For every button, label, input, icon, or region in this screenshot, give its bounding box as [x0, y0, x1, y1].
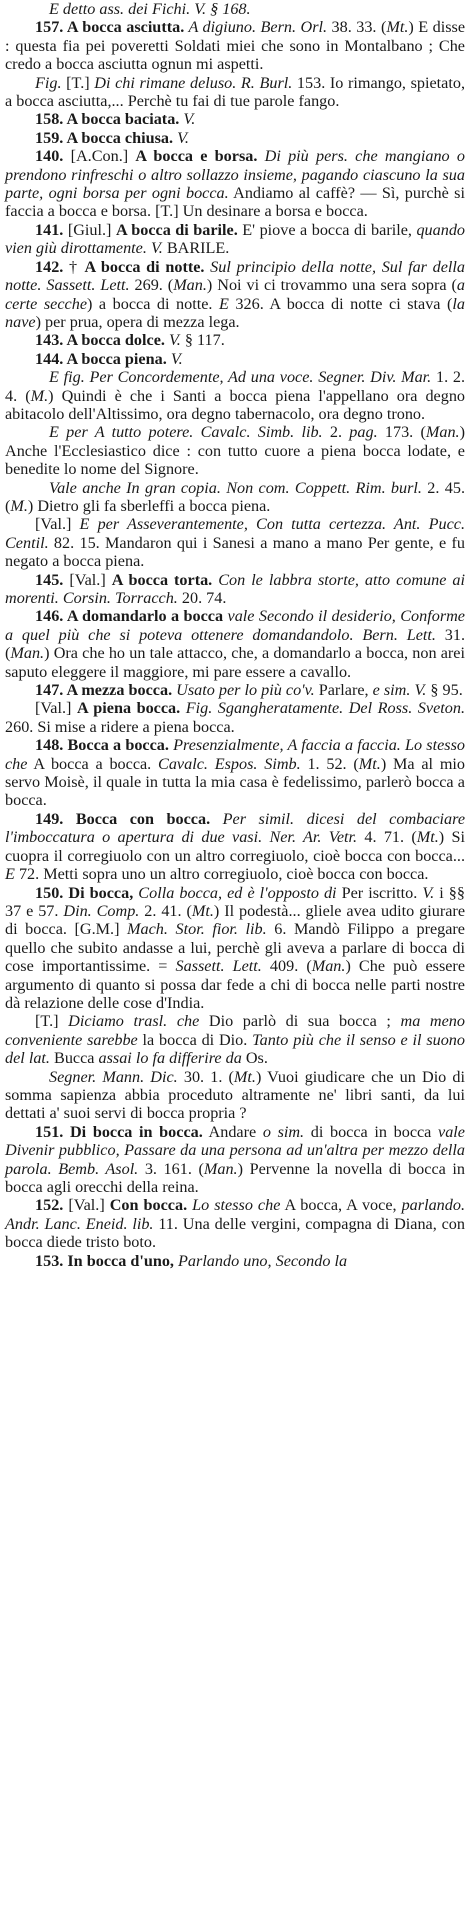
entry-text-run: 30. 1. (	[177, 1067, 234, 1086]
entry-text-run: Din. Comp.	[63, 901, 140, 920]
entry-text-run: 147.	[35, 681, 64, 700]
entry-text-run: 159.	[35, 128, 64, 147]
entry-text-run: E per Asseverantemente, Con tutta certezza. Ant. Pucc. Centil.	[5, 515, 465, 552]
entry-text-run: 173. (	[377, 423, 426, 442]
entry-text-run: V.	[422, 883, 435, 902]
entry-159	[5, 129, 465, 147]
entry-text-run: ) Vuoi giudicare che un Dio di somma sapienza abbia proceduto altramente ne' libri santi, da lui dettati a' suoi servi di bocca propria ?	[5, 1067, 466, 1123]
entry-text-run: 1. 52. (	[300, 754, 359, 773]
entry-text-run: Lo stesso che	[187, 1196, 281, 1215]
entry-text-run: [Val.]	[63, 1196, 110, 1215]
entry-147	[5, 681, 465, 699]
entry-text-run: ma meno conveniente sarebbe	[5, 1012, 465, 1049]
entry-152	[5, 1196, 465, 1251]
entry-text-run: Dio parlò di sua bocca ;	[199, 1012, 401, 1031]
entry-text-run: M.	[30, 386, 49, 405]
entry-text-run: Di bocca,	[63, 883, 134, 902]
entry-text-run: § 95.	[426, 681, 463, 700]
entry-text-run: ) Anche l'Ecclesiastico dice : con tutto cuore a piena bocca lodate, e benedite lo nome del Signore.	[5, 423, 465, 479]
entry-text-run: ) a bocca di notte.	[87, 294, 219, 313]
entry-text-run: A piena bocca.	[76, 699, 181, 718]
entry-text-run: 150.	[35, 883, 64, 902]
entry-143	[5, 331, 465, 349]
entry-text-run: Mt.	[386, 18, 409, 37]
entry-text-run: Man.	[425, 423, 460, 442]
entry-text-run: 4. 71. (	[357, 828, 417, 847]
entry-text-run: assai lo fa differire da	[98, 1049, 242, 1068]
entry-text-run: A bocca e borsa.	[135, 147, 258, 166]
entry-text-run: 326. A bocca di notte ci stava (	[228, 294, 453, 313]
entry-text-run: 145.	[35, 570, 64, 589]
entry-text-run: Parlare,	[314, 681, 373, 700]
entry-149	[5, 810, 465, 884]
entry-text-run: Mt.	[416, 828, 439, 847]
entry-text-run: 151.	[35, 1122, 64, 1141]
entry-text-run: [A.Con.]	[63, 147, 136, 166]
entry-text-run: Sassett. Lett.	[175, 957, 262, 976]
entry-158	[5, 110, 465, 128]
entry-text-run: A bocca asciutta.	[63, 18, 185, 37]
entry-168-ref	[5, 0, 465, 18]
entry-text-run: 72. Metti sopra uno un altro corregiuolo, cioè bocca con bocca.	[14, 865, 429, 884]
entry-text-run: Sul principio della notte, Sul far della notte. Sassett. Lett.	[5, 257, 466, 295]
entry-text-run: 158.	[35, 110, 64, 129]
entry-text-run: 142.	[35, 257, 64, 276]
entry-142	[5, 258, 465, 332]
entry-150-trasl	[5, 1012, 465, 1067]
entry-text-run: 2.	[322, 423, 350, 442]
entry-text-run: e sim. V.	[372, 681, 427, 700]
entry-text-run: Man.	[173, 276, 207, 295]
entry-text-run: ) Quindi è che i Santi a bocca piena l'appellano ora degno abitacolo dell'Altissimo, ora degno tabernacolo, ora degno trono.	[5, 386, 466, 423]
entry-150	[5, 884, 465, 1013]
entry-text-run: quando vien giù dirottamente. V.	[5, 220, 466, 258]
entry-text-run: a certe secche	[5, 276, 465, 313]
entry-text-run: Con le labbra storte, atto comune ai morenti. Corsin. Torracch.	[5, 570, 465, 607]
entry-text-run: Man.	[311, 957, 346, 976]
entry-text-run: 152.	[35, 1196, 64, 1215]
entry-text-run: o sim.	[262, 1122, 305, 1141]
entry-text-run: Andare	[202, 1122, 263, 1141]
entry-text-run: Mt.	[191, 901, 214, 920]
entry-text-run: A bocca, A voce,	[280, 1196, 402, 1215]
entry-text-run: i §§ 37 e 57.	[5, 883, 465, 920]
entry-148	[5, 736, 465, 810]
entry-144-potere	[5, 423, 465, 478]
entry-text-run: ) Ora che ho un tale attacco, che, a domandarlo a bocca, non arei saputo eleggere il maggiore, mi pare essere a cavallo.	[5, 644, 465, 681]
entry-text-run: 38. 33. (	[327, 18, 387, 37]
entry-text-run: 20. 74.	[177, 589, 227, 607]
entry-157-fig	[5, 74, 465, 111]
entry-text-run: la bocca di Dio.	[137, 1030, 253, 1049]
entry-text-run: ) E disse : questa fia pei poveretti Soldati miei che sono in Montalbano ; Che credo a bocca asciutta ognun mi aspetti.	[5, 18, 466, 74]
entry-text-run: ) Pervenne la novella di bocca in bocca agli orecchi della reina.	[5, 1159, 466, 1196]
entry-text-run: [Val.]	[35, 515, 80, 534]
entry-text-run: Parlando uno, Secondo la	[173, 1251, 348, 1270]
entry-text-run: ) Che può essere argumento di quanto si possa dar fede a chi di bocca nelle parti nostre dà relazione delle cose d'India.	[5, 957, 465, 1012]
entry-text-run: Colla bocca, ed è l'opposto di	[133, 883, 337, 902]
entry-text-run: ) Noi vi ci trovammo una sera sopra (	[206, 276, 457, 295]
entry-text-run: V.	[166, 349, 183, 368]
entry-text-run: 6. Mandò Filippo a pregare quello che subito andasse a lui, perchè gli aveva a parlare di bocca di cose importantissime. =	[5, 920, 465, 976]
entry-text-run: E	[219, 294, 229, 313]
entry-text-run: E	[5, 865, 15, 884]
entry-157	[5, 18, 465, 73]
entry-text-run: Fig.	[35, 73, 62, 92]
entry-text-run: Man.	[203, 1159, 238, 1178]
entry-text-run: E per A tutto potere. Cavalc. Simb. lib.	[49, 423, 323, 442]
entry-text-run: Per simil. dicesi del combaciare l'imboccatura o apertura di due vasi. Ner. Ar. Vetr.	[5, 809, 465, 847]
entry-147-val	[5, 699, 465, 736]
entry-text-run: 3. 161. (	[138, 1159, 204, 1178]
entry-text-run: Andiamo al caffè? — Sì, purchè si faccia a bocca e borsa. [T.] Un desinare a borsa e bocca.	[5, 184, 465, 221]
entry-text-run: 148.	[35, 736, 64, 755]
entry-text-run: 1. 2. 4. (	[5, 368, 466, 405]
entry-text-run: [Val.]	[63, 570, 112, 589]
entry-145	[5, 571, 465, 608]
entry-text-run: 2. 45. (	[5, 478, 465, 515]
entry-text-run: Cavalc. Espos. Simb.	[158, 754, 301, 773]
entry-text-run: 153. Io rimango, spietato, a bocca asciutta,... Perchè tu fai di tue parole fango.	[5, 73, 466, 111]
entry-150-segner	[5, 1068, 465, 1123]
entry-text-run: A bocca di notte.	[84, 257, 205, 276]
entry-144-val	[5, 515, 465, 570]
entry-text-run: Mach. Stor. fior. lib.	[127, 920, 267, 939]
entry-text-run: Per iscritto.	[336, 883, 423, 902]
entry-144-copia	[5, 479, 465, 516]
entry-text-run: Mt.	[233, 1067, 256, 1086]
entry-text-run: vale Secondo il desiderio, Conforme a quel più che si poteva ottenere domandandolo. Bern. Lett.	[5, 607, 465, 644]
entry-text-run: vale Divenir pubblico, Passare da una persona ad un'altra per mezzo della parola. Bemb. Asol.	[5, 1122, 465, 1178]
entry-text-run: 82. 15. Mandaron qui i Sanesi a mano a mano Per gente, e fu negato a bocca piena.	[5, 533, 465, 571]
entry-text-run: A bocca dolce.	[63, 331, 165, 350]
entry-text-run: ) Ma al mio servo Moisè, il quale in tutta la mia casa è fedelissimo, parlerò bocca a bocca.	[5, 754, 466, 810]
entry-text-run: Os.	[241, 1049, 268, 1068]
entry-text-run: [Giul.]	[63, 220, 116, 239]
entry-text-run: Bocca a bocca.	[63, 736, 169, 755]
entry-text-run: Di bocca in bocca.	[63, 1122, 203, 1141]
entry-text-run: [Val.]	[35, 699, 77, 718]
entry-text-run: Bucca	[49, 1049, 99, 1068]
entry-text-run: 141.	[35, 220, 64, 239]
entry-text-run: ) per prua, opera di mezza lega.	[35, 312, 240, 331]
entry-text-run: 260. Si mise a ridere a piena bocca.	[5, 717, 235, 736]
entry-text-run: Bocca con bocca.	[63, 809, 211, 828]
entry-text-run: ) Il podestà... gliele avea udito giurare di bocca. [G.M.]	[5, 901, 465, 939]
entry-text-run: 153.	[35, 1251, 64, 1270]
entry-141	[5, 221, 465, 258]
entry-text-run: Usato per lo più co'v.	[172, 681, 315, 700]
entry-151	[5, 1123, 465, 1197]
entry-text-run: 269. (	[129, 276, 174, 295]
entry-text-run: [T.]	[61, 73, 95, 92]
entry-text-run: parlando. Andr. Lanc. Eneid. lib.	[5, 1196, 465, 1233]
entry-text-run: di bocca in bocca	[304, 1122, 439, 1141]
entry-text-run: Segner. Mann. Dic.	[49, 1067, 178, 1086]
entry-text-run: 2. 41. (	[139, 901, 192, 920]
entry-text-run: 157.	[35, 18, 64, 37]
entry-text-run: A mezza bocca.	[63, 681, 173, 700]
entry-text-run: A bocca piena.	[63, 349, 167, 368]
entry-text-run: A bocca di barile.	[115, 220, 238, 239]
entry-text-run: 143.	[35, 331, 64, 350]
entry-text-run: A bocca baciata.	[63, 110, 180, 129]
entry-text-run: Fig. Sgangheratamente. Del Ross. Sveton.	[180, 699, 465, 718]
entry-text-run: pag.	[349, 423, 378, 442]
entry-text-run: ) Si cuopra il corregiuolo con un altro corregiuolo, cioè bocca con bocca...	[5, 828, 465, 865]
entry-text-run: Man.	[10, 644, 45, 663]
entry-text-run: V.	[179, 110, 196, 129]
entry-text-run: A digiuno. Bern. Orl.	[184, 18, 328, 37]
entry-text-run: V.	[173, 128, 189, 147]
entry-text-run: E detto ass. dei Fichi. V. § 168.	[49, 0, 251, 18]
entry-text-run: A bocca chiusa.	[63, 128, 174, 147]
entry-text-run: 409. (	[261, 957, 312, 976]
entry-144	[5, 350, 465, 368]
entry-text-run: 11. Una delle vergini, compagna di Diana, con bocca diede tristo boto.	[5, 1214, 465, 1252]
entry-text-run: [T.]	[35, 1012, 69, 1031]
entry-text-run: 144.	[35, 349, 64, 368]
entry-text-run: †	[63, 257, 85, 276]
entry-text-run: Di più pers. che mangiano o prendono rinfreschi o altro sollazzo insieme, pagando ciascuno la sua parte, ogni borsa per ogni bocca.	[5, 147, 465, 203]
entry-text-run: Con bocca.	[109, 1196, 188, 1215]
entry-text-run: A bocca torta.	[111, 570, 213, 589]
entry-text-run: ) Dietro gli fa sberleffi a bocca piena.	[27, 496, 271, 515]
entry-text-run: E' piove a bocca di barile,	[237, 220, 417, 239]
entry-140	[5, 147, 465, 221]
entry-146	[5, 607, 465, 681]
entry-text-run: 31. (	[5, 625, 466, 663]
entry-text-run: 149.	[35, 809, 64, 828]
entry-text-run: Mt.	[358, 754, 381, 773]
entry-text-run: A domandarlo a bocca	[63, 607, 224, 626]
entry-text-run: § 117.	[180, 331, 225, 350]
entry-text-run: Di chi rimane deluso. R. Burl.	[94, 73, 293, 92]
entry-text-run: 140.	[35, 147, 64, 166]
entry-text-run: Tanto più che il senso e il suono del lat.	[5, 1030, 465, 1068]
entry-text-run: In bocca d'uno,	[63, 1251, 174, 1270]
entry-text-run: BARILE.	[162, 239, 230, 258]
entry-text-run: M.	[10, 496, 28, 515]
entry-text-run: Vale anche In gran copia. Non com. Coppett. Rim. burl.	[49, 478, 422, 497]
entry-text-run: 146.	[35, 607, 64, 626]
entry-text-run: Presenzialmente, A faccia a faccia. Lo stesso che	[5, 736, 465, 773]
entry-text-run: Diciamo trasl. che	[68, 1012, 200, 1031]
entry-text-run: E fig. Per Concordemente, Ad una voce. Segner. Div. Mar.	[49, 368, 432, 387]
entry-text-run: A bocca a bocca.	[27, 754, 159, 773]
entry-144-fig	[5, 368, 465, 423]
entry-text-run: la nave	[5, 294, 465, 331]
entry-text-run: V.	[164, 331, 181, 350]
entry-153	[5, 1252, 465, 1270]
